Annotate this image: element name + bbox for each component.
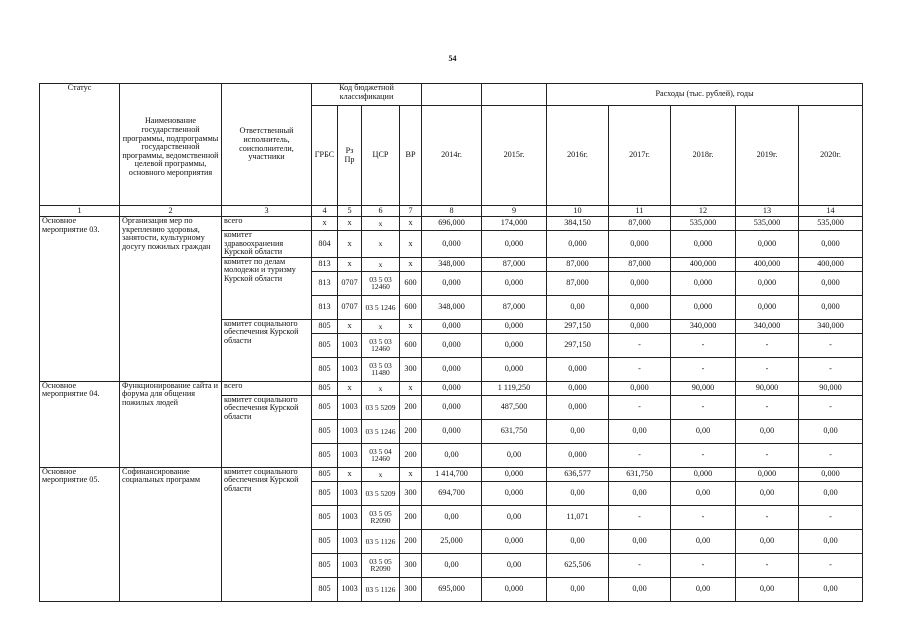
- amount-cell: 631,750: [609, 467, 671, 481]
- csr-cell: 03 5 1126: [362, 577, 400, 601]
- amount-cell: -: [799, 443, 863, 467]
- grbs-cell: 813: [312, 295, 338, 319]
- executor-cell: комитет здравоохранения Курской области: [222, 231, 312, 258]
- vr-cell: 200: [400, 419, 422, 443]
- amount-cell: 0,00: [736, 577, 799, 601]
- amount-cell: 90,000: [799, 381, 863, 395]
- header-year: 2020г.: [799, 106, 863, 206]
- amount-cell: 0,000: [482, 467, 547, 481]
- amount-cell: 0,00: [609, 481, 671, 505]
- grbs-cell: 805: [312, 319, 338, 333]
- grbs-cell: 805: [312, 577, 338, 601]
- column-number: 13: [736, 206, 799, 217]
- table-row: [40, 467, 863, 481]
- activity-name-cell: Софинансирование социальных программ: [120, 467, 222, 601]
- csr-cell: 03 5 04 12460: [362, 443, 400, 467]
- amount-cell: 0,000: [482, 481, 547, 505]
- amount-cell: 0,00: [799, 419, 863, 443]
- executor-cell: комитет по делам молодежи и туризму Курской области: [222, 257, 312, 319]
- amount-cell: 0,000: [422, 319, 482, 333]
- grbs-cell: 804: [312, 231, 338, 258]
- amount-cell: 0,00: [671, 481, 736, 505]
- column-number: 9: [482, 206, 547, 217]
- column-number: 5: [338, 206, 362, 217]
- amount-cell: 174,000: [482, 217, 547, 231]
- amount-cell: 0,000: [547, 381, 609, 395]
- amount-cell: 297,150: [547, 319, 609, 333]
- rzpr-cell: х: [338, 217, 362, 231]
- amount-cell: 25,000: [422, 529, 482, 553]
- rzpr-cell: х: [338, 467, 362, 481]
- amount-cell: 0,000: [671, 231, 736, 258]
- amount-cell: 0,000: [736, 231, 799, 258]
- amount-cell: 0,000: [799, 231, 863, 258]
- amount-cell: -: [609, 395, 671, 419]
- amount-cell: 0,00: [609, 529, 671, 553]
- amount-cell: 625,506: [547, 553, 609, 577]
- amount-cell: 631,750: [482, 419, 547, 443]
- amount-cell: 0,000: [422, 419, 482, 443]
- rzpr-cell: х: [338, 231, 362, 258]
- budget-table: [39, 83, 863, 602]
- amount-cell: 0,000: [671, 467, 736, 481]
- amount-cell: 0,000: [482, 271, 547, 295]
- vr-cell: х: [400, 467, 422, 481]
- column-numbers-row: [40, 206, 863, 217]
- amount-cell: 696,000: [422, 217, 482, 231]
- header-status: Статус: [40, 84, 120, 206]
- amount-cell: 0,000: [547, 395, 609, 419]
- rzpr-cell: 0707: [338, 271, 362, 295]
- amount-cell: 0,00: [671, 419, 736, 443]
- amount-cell: 90,000: [736, 381, 799, 395]
- vr-cell: 300: [400, 553, 422, 577]
- amount-cell: 695,000: [422, 577, 482, 601]
- amount-cell: 0,000: [736, 295, 799, 319]
- amount-cell: 535,000: [671, 217, 736, 231]
- amount-cell: 0,00: [482, 505, 547, 529]
- amount-cell: 87,000: [609, 217, 671, 231]
- amount-cell: -: [736, 505, 799, 529]
- amount-cell: -: [609, 357, 671, 381]
- status-cell: Основное мероприятие 03.: [40, 217, 120, 382]
- amount-cell: 0,00: [547, 577, 609, 601]
- amount-cell: 0,000: [422, 357, 482, 381]
- amount-cell: 0,000: [482, 357, 547, 381]
- table-row: [40, 381, 863, 395]
- vr-cell: х: [400, 217, 422, 231]
- amount-cell: 0,00: [736, 529, 799, 553]
- amount-cell: 0,000: [422, 231, 482, 258]
- csr-cell: х: [362, 257, 400, 271]
- vr-cell: 200: [400, 529, 422, 553]
- amount-cell: 11,071: [547, 505, 609, 529]
- amount-cell: -: [799, 395, 863, 419]
- amount-cell: 0,000: [609, 295, 671, 319]
- amount-cell: 348,000: [422, 257, 482, 271]
- amount-cell: 0,00: [799, 529, 863, 553]
- amount-cell: 0,00: [671, 577, 736, 601]
- table-row: [40, 217, 863, 231]
- amount-cell: 0,00: [482, 443, 547, 467]
- csr-cell: 03 5 05 R2090: [362, 505, 400, 529]
- amount-cell: 0,000: [799, 295, 863, 319]
- amount-cell: 0,000: [482, 319, 547, 333]
- status-cell: Основное мероприятие 05.: [40, 467, 120, 601]
- amount-cell: 0,000: [609, 319, 671, 333]
- amount-cell: 0,000: [482, 529, 547, 553]
- csr-cell: 03 5 1126: [362, 529, 400, 553]
- amount-cell: 0,000: [482, 333, 547, 357]
- amount-cell: 0,000: [609, 231, 671, 258]
- amount-cell: 0,000: [671, 271, 736, 295]
- grbs-cell: 805: [312, 553, 338, 577]
- page-number: 54: [448, 54, 457, 63]
- amount-cell: 0,00: [547, 529, 609, 553]
- amount-cell: -: [609, 553, 671, 577]
- amount-cell: -: [736, 443, 799, 467]
- amount-cell: -: [736, 395, 799, 419]
- amount-cell: 487,500: [482, 395, 547, 419]
- grbs-cell: 805: [312, 395, 338, 419]
- executor-cell: комитет социального обеспечения Курской области: [222, 319, 312, 381]
- status-cell: Основное мероприятие 04.: [40, 381, 120, 467]
- amount-cell: 0,00: [422, 443, 482, 467]
- amount-cell: 0,000: [422, 333, 482, 357]
- amount-cell: 400,000: [671, 257, 736, 271]
- amount-cell: -: [736, 333, 799, 357]
- header-year: 2016г.: [547, 106, 609, 206]
- header-name: Наименование государственной программы, подпрограммы государственной программы, ведомственной целевой программы, основного мероприятия: [120, 84, 222, 206]
- header-blank-1: [422, 84, 482, 106]
- column-number: 14: [799, 206, 863, 217]
- vr-cell: 300: [400, 357, 422, 381]
- amount-cell: 1 119,250: [482, 381, 547, 395]
- amount-cell: 0,00: [736, 481, 799, 505]
- rzpr-cell: 1003: [338, 481, 362, 505]
- amount-cell: 400,000: [736, 257, 799, 271]
- executor-cell: комитет социального обеспечения Курской области: [222, 467, 312, 601]
- rzpr-cell: 1003: [338, 505, 362, 529]
- amount-cell: -: [609, 333, 671, 357]
- amount-cell: 87,000: [482, 295, 547, 319]
- column-number: 11: [609, 206, 671, 217]
- csr-cell: х: [362, 467, 400, 481]
- amount-cell: 0,000: [736, 271, 799, 295]
- amount-cell: 0,00: [609, 577, 671, 601]
- amount-cell: 0,00: [736, 419, 799, 443]
- amount-cell: -: [609, 443, 671, 467]
- csr-cell: х: [362, 231, 400, 258]
- column-number: 10: [547, 206, 609, 217]
- vr-cell: 600: [400, 333, 422, 357]
- header-year: 2015г.: [482, 106, 547, 206]
- amount-cell: 340,000: [799, 319, 863, 333]
- vr-cell: 200: [400, 395, 422, 419]
- rzpr-cell: 1003: [338, 443, 362, 467]
- amount-cell: -: [671, 443, 736, 467]
- amount-cell: 0,00: [609, 419, 671, 443]
- column-number: 8: [422, 206, 482, 217]
- csr-cell: 03 5 03 12460: [362, 333, 400, 357]
- column-number: 3: [222, 206, 312, 217]
- executor-cell: всего: [222, 217, 312, 231]
- amount-cell: 636,577: [547, 467, 609, 481]
- amount-cell: -: [671, 553, 736, 577]
- grbs-cell: 805: [312, 419, 338, 443]
- amount-cell: 0,000: [799, 467, 863, 481]
- rzpr-cell: 1003: [338, 529, 362, 553]
- amount-cell: -: [736, 357, 799, 381]
- amount-cell: 0,000: [799, 271, 863, 295]
- amount-cell: 0,000: [736, 467, 799, 481]
- header-vr: ВР: [400, 106, 422, 206]
- header-expenses: Расходы (тыс. рублей), годы: [547, 84, 863, 106]
- amount-cell: 87,000: [547, 257, 609, 271]
- grbs-cell: 805: [312, 481, 338, 505]
- rzpr-cell: х: [338, 319, 362, 333]
- header-responsible: Ответственный исполнитель, соисполнители, участники: [222, 84, 312, 206]
- amount-cell: -: [799, 553, 863, 577]
- header-budget-code: Код бюджетной классификации: [312, 84, 422, 106]
- amount-cell: 0,00: [671, 529, 736, 553]
- activity-name-cell: Организация мер по укреплению здоровья, занятости, культурному досугу пожилых граждан: [120, 217, 222, 382]
- amount-cell: -: [671, 395, 736, 419]
- executor-cell: комитет социального обеспечения Курской области: [222, 395, 312, 467]
- csr-cell: 03 5 1246: [362, 295, 400, 319]
- amount-cell: -: [609, 505, 671, 529]
- vr-cell: х: [400, 231, 422, 258]
- amount-cell: 0,00: [422, 553, 482, 577]
- header-year: 2017г.: [609, 106, 671, 206]
- header-year: 2014г.: [422, 106, 482, 206]
- column-number: 12: [671, 206, 736, 217]
- vr-cell: 200: [400, 505, 422, 529]
- table-header: [40, 84, 863, 217]
- rzpr-cell: х: [338, 257, 362, 271]
- rzpr-cell: 1003: [338, 419, 362, 443]
- header-blank-2: [482, 84, 547, 106]
- activity-name-cell: Функционирование сайта и форума для общения пожилых людей: [120, 381, 222, 467]
- column-number: 1: [40, 206, 120, 217]
- amount-cell: -: [736, 553, 799, 577]
- rzpr-cell: 1003: [338, 577, 362, 601]
- grbs-cell: 805: [312, 467, 338, 481]
- csr-cell: х: [362, 217, 400, 231]
- amount-cell: 0,000: [422, 395, 482, 419]
- amount-cell: 0,00: [482, 553, 547, 577]
- amount-cell: 0,000: [482, 577, 547, 601]
- vr-cell: 600: [400, 295, 422, 319]
- amount-cell: 340,000: [671, 319, 736, 333]
- amount-cell: 0,00: [799, 577, 863, 601]
- vr-cell: 300: [400, 577, 422, 601]
- csr-cell: 03 5 5209: [362, 395, 400, 419]
- grbs-cell: 805: [312, 333, 338, 357]
- vr-cell: 200: [400, 443, 422, 467]
- amount-cell: 297,150: [547, 333, 609, 357]
- amount-cell: 0,000: [609, 381, 671, 395]
- amount-cell: 0,000: [422, 271, 482, 295]
- vr-cell: х: [400, 257, 422, 271]
- amount-cell: 384,150: [547, 217, 609, 231]
- rzpr-cell: 1003: [338, 333, 362, 357]
- amount-cell: 694,700: [422, 481, 482, 505]
- column-number: 2: [120, 206, 222, 217]
- csr-cell: х: [362, 319, 400, 333]
- amount-cell: -: [799, 333, 863, 357]
- grbs-cell: 813: [312, 257, 338, 271]
- column-number: 7: [400, 206, 422, 217]
- amount-cell: 340,000: [736, 319, 799, 333]
- rzpr-cell: 1003: [338, 357, 362, 381]
- amount-cell: -: [671, 505, 736, 529]
- csr-cell: 03 5 05 R2090: [362, 553, 400, 577]
- amount-cell: 0,00: [422, 505, 482, 529]
- grbs-cell: 805: [312, 381, 338, 395]
- csr-cell: 03 5 03 12460: [362, 271, 400, 295]
- amount-cell: 535,000: [736, 217, 799, 231]
- amount-cell: 0,000: [547, 443, 609, 467]
- amount-cell: 87,000: [547, 271, 609, 295]
- vr-cell: 300: [400, 481, 422, 505]
- amount-cell: 0,000: [609, 271, 671, 295]
- amount-cell: 90,000: [671, 381, 736, 395]
- amount-cell: 0,000: [482, 231, 547, 258]
- amount-cell: 0,000: [671, 295, 736, 319]
- rzpr-cell: 1003: [338, 395, 362, 419]
- amount-cell: -: [671, 333, 736, 357]
- csr-cell: 03 5 5209: [362, 481, 400, 505]
- amount-cell: 348,000: [422, 295, 482, 319]
- amount-cell: 0,00: [547, 481, 609, 505]
- column-number: 6: [362, 206, 400, 217]
- amount-cell: 400,000: [799, 257, 863, 271]
- executor-cell: всего: [222, 381, 312, 395]
- rzpr-cell: х: [338, 381, 362, 395]
- amount-cell: 0,000: [547, 357, 609, 381]
- rzpr-cell: 0707: [338, 295, 362, 319]
- csr-cell: 03 5 1246: [362, 419, 400, 443]
- amount-cell: -: [799, 357, 863, 381]
- amount-cell: 1 414,700: [422, 467, 482, 481]
- header-csr: ЦСР: [362, 106, 400, 206]
- vr-cell: х: [400, 319, 422, 333]
- amount-cell: 0,00: [547, 419, 609, 443]
- grbs-cell: 813: [312, 271, 338, 295]
- csr-cell: х: [362, 381, 400, 395]
- grbs-cell: 805: [312, 529, 338, 553]
- amount-cell: 0,00: [799, 481, 863, 505]
- amount-cell: 87,000: [609, 257, 671, 271]
- table-body: [40, 217, 863, 602]
- grbs-cell: 805: [312, 357, 338, 381]
- amount-cell: 87,000: [482, 257, 547, 271]
- grbs-cell: 805: [312, 505, 338, 529]
- grbs-cell: х: [312, 217, 338, 231]
- vr-cell: х: [400, 381, 422, 395]
- header-grbs: ГРБС: [312, 106, 338, 206]
- header-year: 2018г.: [671, 106, 736, 206]
- amount-cell: 0,000: [422, 381, 482, 395]
- grbs-cell: 805: [312, 443, 338, 467]
- vr-cell: 600: [400, 271, 422, 295]
- header-rzpr: Рз Пр: [338, 106, 362, 206]
- header-year: 2019г.: [736, 106, 799, 206]
- amount-cell: 0,00: [547, 295, 609, 319]
- amount-cell: -: [799, 505, 863, 529]
- amount-cell: 535,000: [799, 217, 863, 231]
- rzpr-cell: 1003: [338, 553, 362, 577]
- amount-cell: -: [671, 357, 736, 381]
- column-number: 4: [312, 206, 338, 217]
- csr-cell: 03 5 03 11480: [362, 357, 400, 381]
- amount-cell: 0,000: [547, 231, 609, 258]
